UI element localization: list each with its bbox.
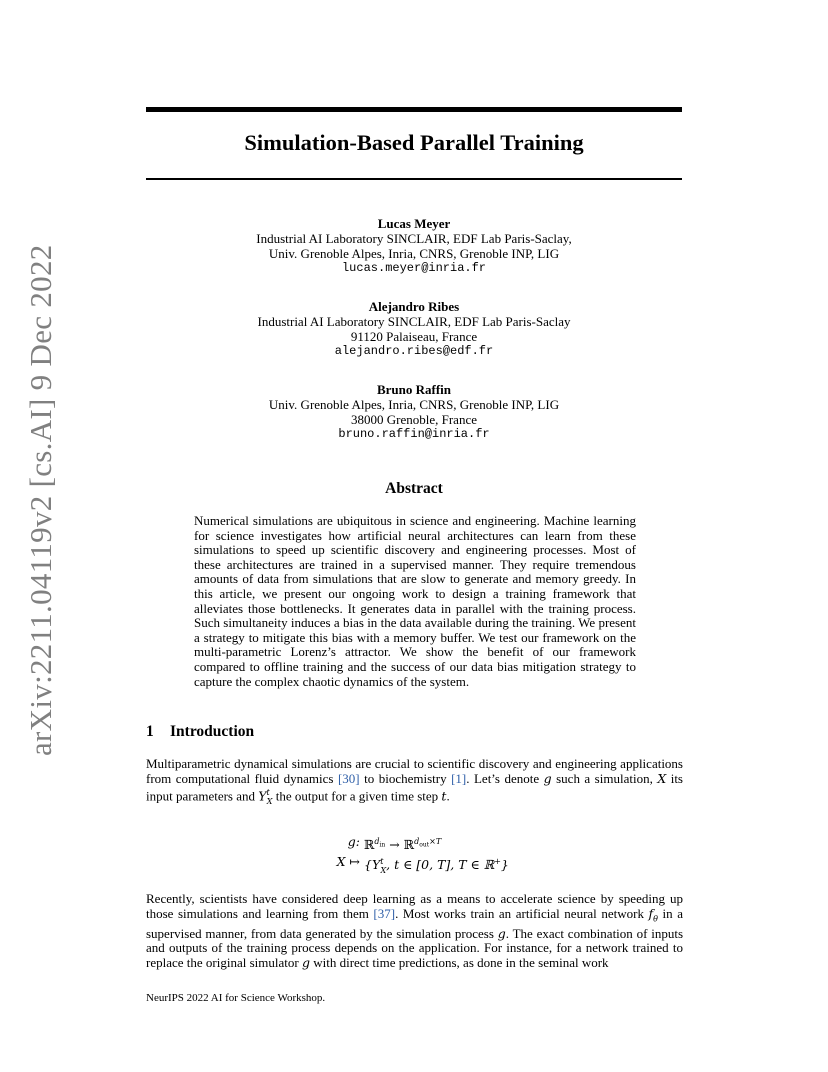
text-run: the output for a given time step — [272, 788, 442, 804]
math-sup — [374, 837, 386, 849]
text-run: with direct time predictions, as done in the seminal work — [309, 954, 609, 970]
equation-line-2 — [250, 852, 580, 875]
math-sup: t — [380, 857, 384, 866]
equation-rhs — [364, 852, 509, 881]
author-affiliation: 38000 Grenoble, France — [351, 412, 477, 427]
author-entry — [146, 299, 682, 359]
section-heading — [146, 723, 682, 741]
math-var: ×T — [429, 837, 442, 846]
author-entry — [146, 216, 682, 276]
text-run: . Most works train an artificial neural network — [395, 905, 649, 921]
math-sub: θ — [653, 914, 658, 924]
title-rule-bottom — [146, 178, 682, 180]
section-number: 1 — [146, 723, 154, 740]
text-run: Multiparametric dynamical simulations are crucial to scientific discovery and engineering applications from computational fluid dynamics — [146, 756, 683, 786]
author-block — [146, 216, 682, 465]
intro-paragraph-2 — [146, 892, 683, 971]
citation-link[interactable]: [30] — [337, 770, 360, 786]
equation-lhs: g: — [347, 834, 360, 849]
text-run: Recently, scientists have considered deep learning as a means to accelerate science by speeding up those simulations and learning from them — [146, 891, 683, 921]
math-sub: X — [266, 797, 273, 807]
math-var: g — [301, 954, 310, 970]
text-run: such a simulation, — [551, 770, 658, 786]
abstract-text: Numerical simulations are ubiquitous in science and engineering. Machine learning for science investigates how artificial neural architectures can learn from these simulations to speed up scientific discovery and engineering processes. Most of these architectures are trained in a supervised manner. They require tremendous amounts of data from simulations that are slow to generate and memory greedy. In this article, we present our ongoing work to design a training framework that alleviates those bottlenecks. It generates data in parallel with the training process. Such simultaneity induces a bias in the data available during the training. We present a strategy to mitigate this bias with a memory buffer. We test our framework on the multi-parametric Lorenz’s attractor. We show the benefit of our framework compared to offline training and the success of our data bias mitigation strategy to capture the complex chaotic dynamics of the system. — [194, 513, 636, 689]
author-affiliation: Industrial AI Laboratory SINCLAIR, EDF Lab Paris-Saclay, — [256, 231, 572, 246]
author-affiliation: Univ. Grenoble Alpes, Inria, CNRS, Grenoble INP, LIG — [268, 397, 560, 412]
arxiv-identifier: arXiv:2211.04119v2 [cs.AI] 9 Dec 2022 — [23, 244, 58, 756]
text-run: its input parameters and — [146, 770, 683, 804]
paper-title: Simulation-Based Parallel Training — [244, 130, 584, 155]
text-run: in a supervised manner, from data generated by the simulation process — [146, 905, 683, 941]
display-equation — [250, 832, 580, 875]
author-entry — [146, 382, 682, 442]
math-var: X — [657, 770, 667, 786]
math-var: g — [497, 925, 506, 941]
citation-link[interactable]: [37] — [373, 905, 396, 921]
author-name: Lucas Meyer — [377, 216, 451, 231]
author-email[interactable]: lucas.meyer@inria.fr — [341, 261, 487, 275]
author-email[interactable]: alejandro.ribes@edf.fr — [334, 344, 494, 358]
author-affiliation: Univ. Grenoble Alpes, Inria, CNRS, Grenoble INP, LIG — [268, 246, 560, 261]
text-run: . The exact combination of inputs and outputs of the training process depends on the application. For instance, for a network trained to replace the original simulator — [146, 925, 684, 970]
title-rule-top — [146, 107, 682, 112]
footer-note: NeurIPS 2022 AI for Science Workshop. — [146, 992, 326, 1004]
math-var: t — [441, 788, 447, 804]
math-sup: t — [266, 788, 270, 798]
text-run: to biochemistry — [359, 770, 452, 786]
math-var: d — [374, 837, 380, 846]
math-symbol: } — [500, 857, 509, 873]
text-run: . Let’s denote — [466, 770, 544, 786]
text-run: . — [446, 788, 450, 804]
math-var: g — [543, 770, 552, 786]
equation-lhs: X ↦ — [336, 854, 360, 869]
intro-paragraph-1 — [146, 757, 683, 810]
section-title: Introduction — [170, 723, 255, 740]
equation-line-1 — [250, 832, 580, 852]
math-sub: X — [380, 865, 387, 875]
math-symbol: ℝ — [364, 837, 375, 853]
abstract-heading: Abstract — [385, 480, 443, 497]
math-sup — [414, 837, 442, 849]
author-name: Alejandro Ribes — [368, 299, 460, 314]
citation-link[interactable]: [1] — [451, 770, 467, 786]
math-var: d — [414, 837, 420, 846]
author-email[interactable]: bruno.raffin@inria.fr — [338, 427, 490, 441]
math-symbol: → ℝ — [385, 837, 415, 853]
math-sup: + — [494, 857, 501, 866]
author-affiliation: Industrial AI Laboratory SINCLAIR, EDF Lab Paris-Saclay — [257, 314, 571, 329]
math-var: Y — [258, 788, 267, 804]
math-symbol: {Y — [364, 857, 381, 873]
math-sub: out — [419, 841, 430, 849]
author-affiliation: 91120 Palaiseau, France — [350, 329, 478, 344]
math-symbol: , t ∈ [0, T], T ∈ ℝ — [386, 857, 495, 873]
math-sub: in — [379, 841, 386, 849]
author-name: Bruno Raffin — [376, 382, 452, 397]
math-var: f — [648, 905, 654, 921]
